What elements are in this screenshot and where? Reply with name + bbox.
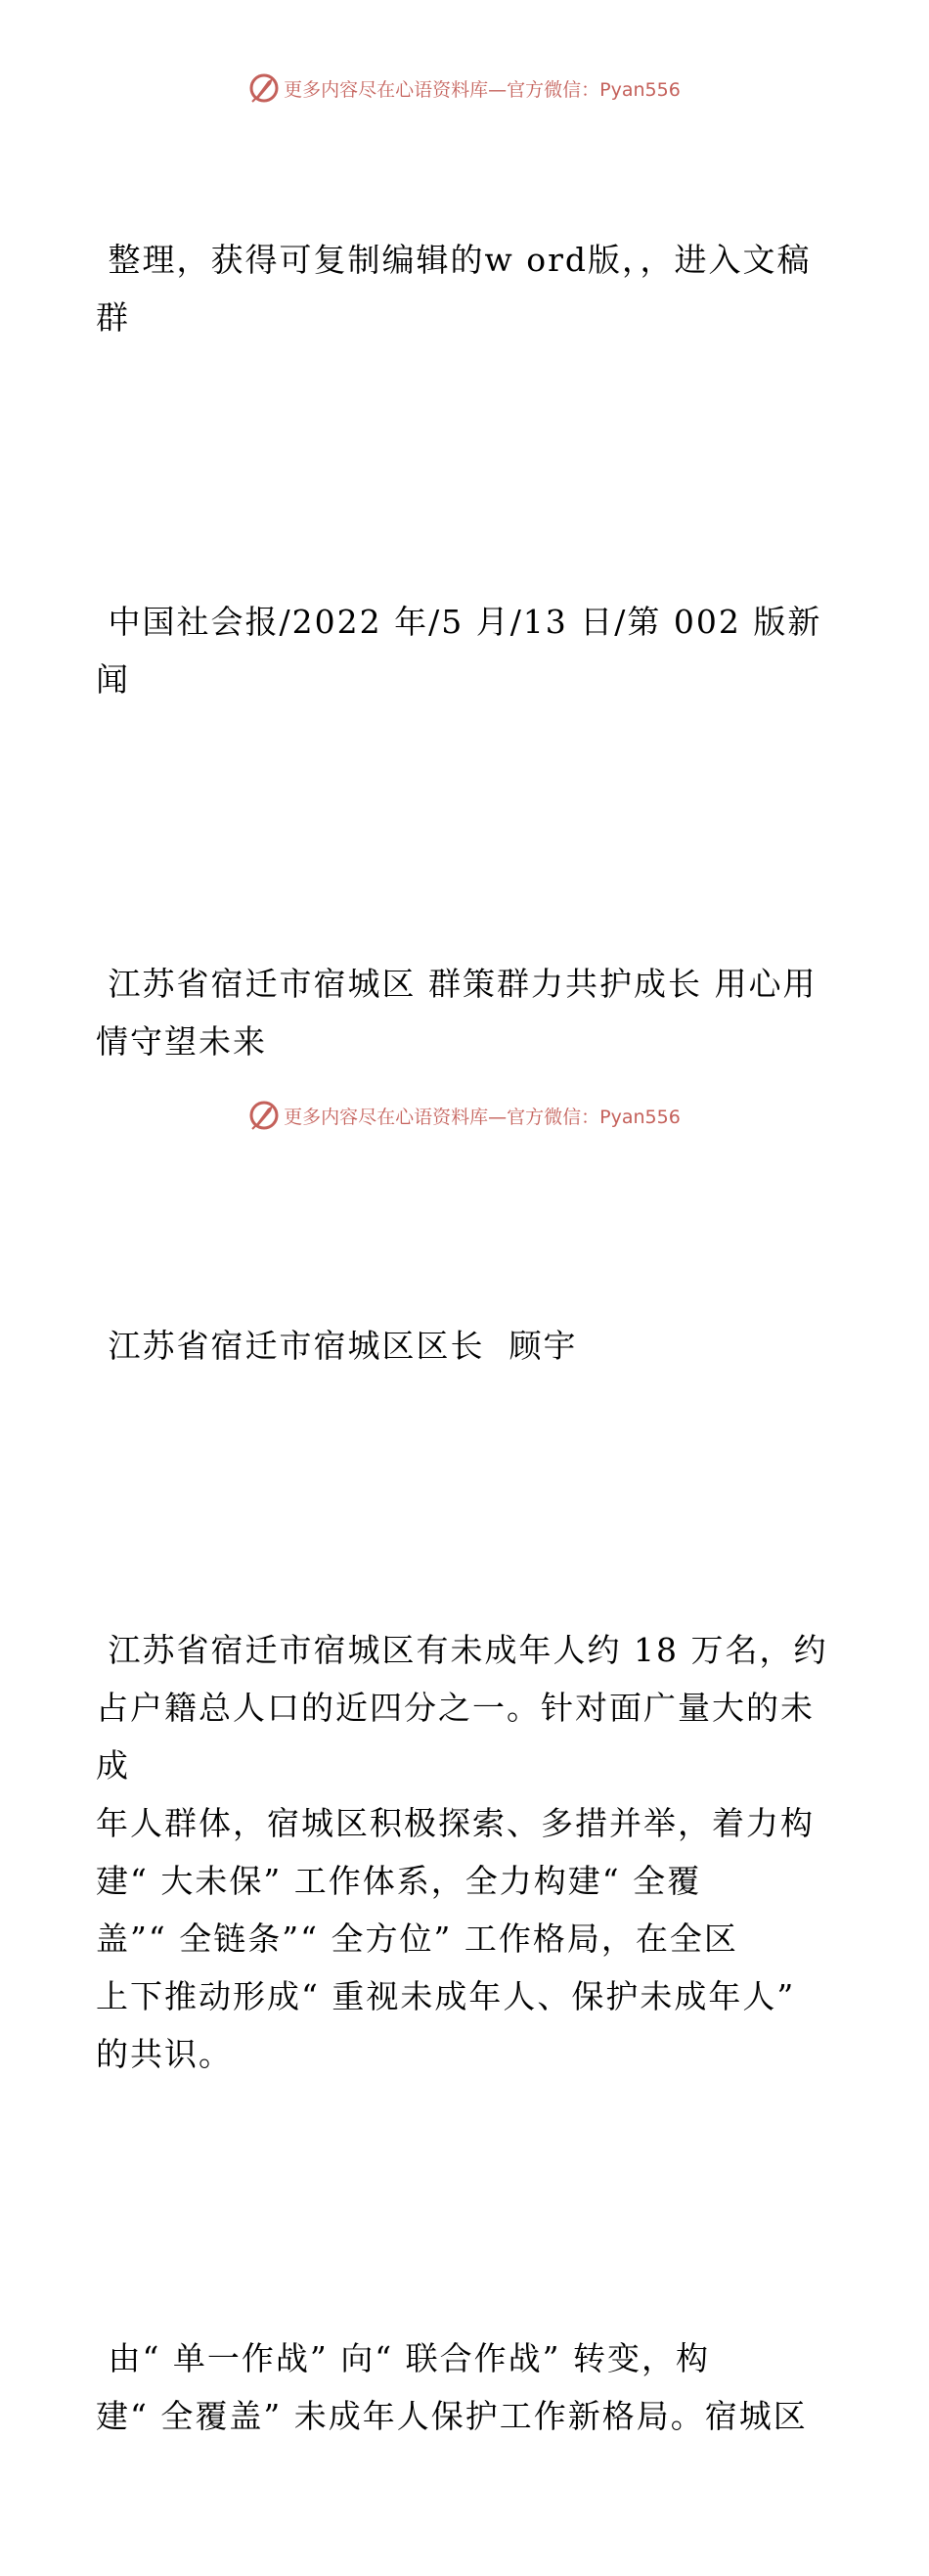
text-line: 盖”“ 全链条”“ 全方位” 工作格局，在全区	[96, 1920, 738, 1958]
text-line: 建“ 大未保” 工作体系，全力构建“ 全覆	[96, 1862, 702, 1900]
author-line	[96, 1201, 839, 1490]
text-line: 上下推动形成“ 重视未成年人、保护未成年人”	[96, 1977, 796, 2015]
text-line: 的共识。	[96, 2035, 233, 2073]
text-line: 整理，获得可复制编辑的w ord版，，进入文稿	[96, 241, 812, 279]
footer-banner	[0, 1096, 929, 1135]
header-banner	[0, 68, 929, 108]
document-body	[96, 115, 839, 2576]
text-line: 由“ 单一作战” 向“ 联合作战” 转变，构	[96, 2339, 710, 2377]
intro-paragraph	[96, 115, 839, 462]
body-paragraph	[96, 1506, 839, 2198]
text-line: 建“ 全覆盖” 未成年人保护工作新格局。宿城区	[96, 2397, 808, 2435]
text-line: 江苏省宿迁市宿城区区长 顾宇	[96, 1327, 578, 1365]
source-line	[96, 477, 839, 824]
quill-logo-icon	[248, 72, 280, 104]
quill-logo-icon	[248, 1100, 280, 1131]
text-line: 情守望未来	[96, 1022, 267, 1061]
text-line: 江苏省宿迁市宿城区有未成年人约 18 万名，约	[96, 1631, 828, 1669]
text-line: 江苏省宿迁市宿城区 群策群力共护成长 用心用	[96, 965, 818, 1003]
text-line: 占户籍总人口的近四分之一。针对面广量大的未成	[96, 1689, 815, 1785]
text-line: 中国社会报/2022 年/5 月/13 日/第 002 版新闻	[96, 603, 822, 699]
header-banner-text: 更多内容尽在心语资料库—官方微信：Pyan556	[284, 78, 681, 101]
text-line: 年人群体，宿城区积极探索、多措并举，着力构	[96, 1804, 815, 1842]
body-paragraph	[96, 2214, 839, 2560]
footer-banner-text: 更多内容尽在心语资料库—官方微信：Pyan556	[284, 1106, 681, 1128]
text-line: 群	[96, 298, 130, 337]
